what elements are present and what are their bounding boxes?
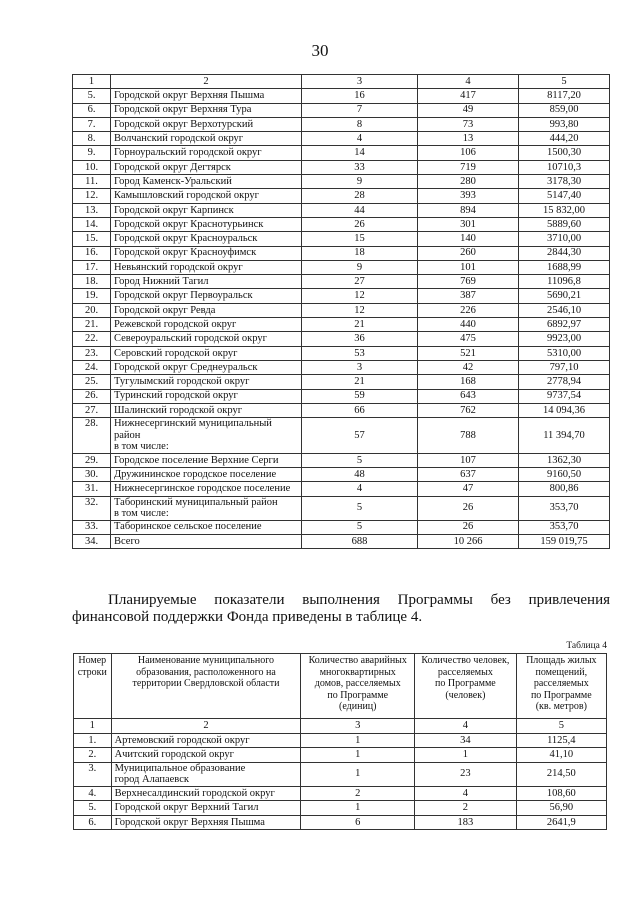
people-count: 101 [418, 260, 519, 274]
living-area: 5889,60 [519, 217, 610, 231]
houses-count: 5 [302, 520, 418, 534]
municipality-name: Всего [111, 534, 302, 548]
houses-count: 44 [302, 203, 418, 217]
houses-count: 2 [301, 786, 415, 801]
people-count: 13 [418, 132, 519, 146]
living-area: 5310,00 [519, 346, 610, 360]
municipality-name: Артемовский городской округ [111, 733, 301, 748]
table-row [73, 496, 610, 520]
living-area: 859,00 [519, 103, 610, 117]
municipality-name: Ачитский городской округ [111, 748, 301, 763]
municipality-name: Городской округ Среднеуральск [111, 360, 302, 374]
living-area: 1362,30 [519, 453, 610, 467]
living-area: 15 832,00 [519, 203, 610, 217]
paragraph-line-2: финансовой поддержки Фонда приведены в таблице 4. [72, 609, 423, 625]
living-area: 214,50 [516, 762, 606, 786]
living-area: 6892,97 [519, 318, 610, 332]
living-area: 9160,50 [519, 467, 610, 481]
people-count: 280 [418, 175, 519, 189]
houses-count: 28 [302, 189, 418, 203]
row-number: 26. [73, 389, 111, 403]
table-4 [73, 653, 607, 830]
table-body [74, 719, 607, 830]
row-number: 13. [73, 203, 111, 217]
column-number-row [73, 75, 610, 89]
table-row [73, 482, 610, 496]
municipality-name: Городской округ Дегтярск [111, 160, 302, 174]
people-count: 183 [415, 815, 517, 830]
living-area: 14 094,36 [519, 403, 610, 417]
table-row [73, 203, 610, 217]
municipality-name: Город Каменск-Уральский [111, 175, 302, 189]
header-row-number: Номер строки [74, 654, 112, 719]
table-row [73, 160, 610, 174]
houses-count: 18 [302, 246, 418, 260]
people-count: 260 [418, 246, 519, 260]
living-area: 444,20 [519, 132, 610, 146]
municipality-name: Режевской городской округ [111, 318, 302, 332]
living-area: 800,86 [519, 482, 610, 496]
row-number: 24. [73, 360, 111, 374]
living-area: 11096,8 [519, 275, 610, 289]
people-count: 417 [418, 89, 519, 103]
row-number: 21. [73, 318, 111, 332]
table-row [73, 346, 610, 360]
municipality-name: Городской округ Верхняя Тура [111, 103, 302, 117]
municipality-name: Городское поселение Верхние Серги [111, 453, 302, 467]
table-row [73, 375, 610, 389]
municipality-name: Камышловский городской округ [111, 189, 302, 203]
municipality-name: Городской округ Красноуральск [111, 232, 302, 246]
municipality-name: Таборинское сельское поселение [111, 520, 302, 534]
row-number: 2. [74, 748, 112, 763]
row-number: 18. [73, 275, 111, 289]
houses-count: 26 [302, 217, 418, 231]
living-area: 5147,40 [519, 189, 610, 203]
municipality-name: Городской округ Верхняя Пышма [111, 89, 302, 103]
houses-count: 14 [302, 146, 418, 160]
row-number: 17. [73, 260, 111, 274]
living-area: 1500,30 [519, 146, 610, 160]
houses-count: 12 [302, 289, 418, 303]
municipality-name: Городской округ Ревда [111, 303, 302, 317]
row-number: 28. [73, 418, 111, 454]
table-row [73, 389, 610, 403]
living-area: 353,70 [519, 496, 610, 520]
houses-count: 5 [302, 453, 418, 467]
row-number: 1. [74, 733, 112, 748]
table-row [73, 175, 610, 189]
living-area: 108,60 [516, 786, 606, 801]
table-row [74, 801, 607, 816]
living-area: 9923,00 [519, 332, 610, 346]
row-number: 34. [73, 534, 111, 548]
table-row [73, 217, 610, 231]
houses-count: 8 [302, 117, 418, 131]
houses-count: 9 [302, 260, 418, 274]
municipality-name: Городской округ Краснотурьинск [111, 217, 302, 231]
table-row [73, 403, 610, 417]
municipality-name: Таборинский муниципальный район в том числе: [111, 496, 302, 520]
municipality-name: Шалинский городской округ [111, 403, 302, 417]
table-row [73, 275, 610, 289]
houses-count: 48 [302, 467, 418, 481]
houses-count: 66 [302, 403, 418, 417]
table-row [73, 132, 610, 146]
table-row [73, 103, 610, 117]
people-count: 475 [418, 332, 519, 346]
houses-count: 4 [302, 132, 418, 146]
living-area: 5690,21 [519, 289, 610, 303]
table-caption: Таблица 4 [566, 641, 607, 651]
column-number: 2 [111, 719, 301, 734]
people-count: 301 [418, 217, 519, 231]
column-number: 1 [74, 719, 112, 734]
houses-count: 1 [301, 748, 415, 763]
table-row [73, 246, 610, 260]
column-number: 5 [519, 75, 610, 89]
table-row [73, 534, 610, 548]
people-count: 140 [418, 232, 519, 246]
municipality-name: Туринский городской округ [111, 389, 302, 403]
row-number: 5. [74, 801, 112, 816]
municipality-name: Североуральский городской округ [111, 332, 302, 346]
header-municipality-name: Наименование муниципального образования, расположенного на территории Свердловской области [111, 654, 301, 719]
table-row [73, 303, 610, 317]
living-area: 353,70 [519, 520, 610, 534]
municipality-name: Городской округ Красноуфимск [111, 246, 302, 260]
people-count: 49 [418, 103, 519, 117]
row-number: 15. [73, 232, 111, 246]
table-row [73, 453, 610, 467]
municipality-name: Муниципальное образование город Алапаевск [111, 762, 301, 786]
municipality-name: Волчанский городской округ [111, 132, 302, 146]
people-count: 26 [418, 520, 519, 534]
table-row [74, 815, 607, 830]
people-count: 2 [415, 801, 517, 816]
table-row [73, 232, 610, 246]
table-row [73, 332, 610, 346]
municipality-name: Городской округ Карпинск [111, 203, 302, 217]
row-number: 12. [73, 189, 111, 203]
row-number: 23. [73, 346, 111, 360]
people-count: 26 [418, 496, 519, 520]
living-area: 993,80 [519, 117, 610, 131]
houses-count: 7 [302, 103, 418, 117]
houses-count: 16 [302, 89, 418, 103]
houses-count: 3 [302, 360, 418, 374]
row-number: 5. [73, 89, 111, 103]
municipality-name: Нижнесергинский муниципальный район в том числе: [111, 418, 302, 454]
people-count: 10 266 [418, 534, 519, 548]
table-row [73, 520, 610, 534]
living-area: 2641,9 [516, 815, 606, 830]
row-number: 30. [73, 467, 111, 481]
living-area: 9737,54 [519, 389, 610, 403]
table-row [74, 786, 607, 801]
table-row [73, 360, 610, 374]
living-area: 1688,99 [519, 260, 610, 274]
people-count: 637 [418, 467, 519, 481]
living-area: 1125,4 [516, 733, 606, 748]
people-count: 73 [418, 117, 519, 131]
people-count: 107 [418, 453, 519, 467]
houses-count: 33 [302, 160, 418, 174]
row-number: 27. [73, 403, 111, 417]
header-people-count: Количество человек, расселяемых по Программе (человек) [415, 654, 517, 719]
living-area: 2778,94 [519, 375, 610, 389]
living-area: 159 019,75 [519, 534, 610, 548]
table-row [73, 117, 610, 131]
table-row [73, 89, 610, 103]
people-count: 440 [418, 318, 519, 332]
row-number: 25. [73, 375, 111, 389]
municipality-name: Городской округ Первоуральск [111, 289, 302, 303]
column-number: 3 [302, 75, 418, 89]
living-area: 41,10 [516, 748, 606, 763]
table-body [73, 75, 610, 549]
people-count: 788 [418, 418, 519, 454]
table-3-continued [72, 74, 610, 549]
houses-count: 12 [302, 303, 418, 317]
houses-count: 57 [302, 418, 418, 454]
people-count: 643 [418, 389, 519, 403]
houses-count: 53 [302, 346, 418, 360]
people-count: 226 [418, 303, 519, 317]
people-count: 393 [418, 189, 519, 203]
table-row [74, 733, 607, 748]
living-area: 56,90 [516, 801, 606, 816]
table-row [73, 146, 610, 160]
column-number: 5 [516, 719, 606, 734]
row-number: 11. [73, 175, 111, 189]
column-number: 1 [73, 75, 111, 89]
table-row [73, 289, 610, 303]
people-count: 719 [418, 160, 519, 174]
houses-count: 1 [301, 801, 415, 816]
people-count: 34 [415, 733, 517, 748]
table-row [73, 189, 610, 203]
municipality-name: Верхнесалдинский городской округ [111, 786, 301, 801]
table-row [73, 260, 610, 274]
municipality-name: Городской округ Верхний Тагил [111, 801, 301, 816]
body-paragraph [72, 592, 610, 626]
living-area: 2546,10 [519, 303, 610, 317]
houses-count: 5 [302, 496, 418, 520]
houses-count: 9 [302, 175, 418, 189]
row-number: 6. [74, 815, 112, 830]
column-number: 4 [418, 75, 519, 89]
people-count: 47 [418, 482, 519, 496]
header-row [74, 654, 607, 719]
people-count: 106 [418, 146, 519, 160]
row-number: 3. [74, 762, 112, 786]
people-count: 23 [415, 762, 517, 786]
living-area: 3178,30 [519, 175, 610, 189]
row-number: 22. [73, 332, 111, 346]
people-count: 769 [418, 275, 519, 289]
column-number-row [74, 719, 607, 734]
people-count: 168 [418, 375, 519, 389]
municipality-name: Горноуральский городской округ [111, 146, 302, 160]
people-count: 521 [418, 346, 519, 360]
houses-count: 1 [301, 762, 415, 786]
people-count: 1 [415, 748, 517, 763]
row-number: 33. [73, 520, 111, 534]
municipality-name: Серовский городской округ [111, 346, 302, 360]
row-number: 32. [73, 496, 111, 520]
table-row [74, 762, 607, 786]
column-number: 4 [415, 719, 517, 734]
column-number: 2 [111, 75, 302, 89]
row-number: 20. [73, 303, 111, 317]
row-number: 10. [73, 160, 111, 174]
municipality-name: Дружининское городское поселение [111, 467, 302, 481]
table-row [73, 318, 610, 332]
municipality-name: Нижнесергинское городское поселение [111, 482, 302, 496]
municipality-name: Город Нижний Тагил [111, 275, 302, 289]
row-number: 7. [73, 117, 111, 131]
living-area: 797,10 [519, 360, 610, 374]
row-number: 4. [74, 786, 112, 801]
header-living-area: Площадь жилых помещений, расселяемых по Программе (кв. метров) [516, 654, 606, 719]
row-number: 31. [73, 482, 111, 496]
houses-count: 21 [302, 318, 418, 332]
row-number: 8. [73, 132, 111, 146]
header-houses-count: Количество аварийных многоквартирных домов, расселяемых по Программе (единиц) [301, 654, 415, 719]
row-number: 29. [73, 453, 111, 467]
row-number: 19. [73, 289, 111, 303]
houses-count: 1 [301, 733, 415, 748]
municipality-name: Городской округ Верхотурский [111, 117, 302, 131]
living-area: 2844,30 [519, 246, 610, 260]
people-count: 42 [418, 360, 519, 374]
table-row [73, 418, 610, 454]
houses-count: 27 [302, 275, 418, 289]
people-count: 387 [418, 289, 519, 303]
row-number: 6. [73, 103, 111, 117]
houses-count: 36 [302, 332, 418, 346]
row-number: 14. [73, 217, 111, 231]
living-area: 8117,20 [519, 89, 610, 103]
living-area: 3710,00 [519, 232, 610, 246]
column-number: 3 [301, 719, 415, 734]
paragraph-line-1: Планируемые показатели выполнения Программы без привлечения [108, 592, 610, 608]
houses-count: 4 [302, 482, 418, 496]
houses-count: 6 [301, 815, 415, 830]
people-count: 894 [418, 203, 519, 217]
row-number: 9. [73, 146, 111, 160]
houses-count: 688 [302, 534, 418, 548]
table-row [74, 748, 607, 763]
row-number: 16. [73, 246, 111, 260]
houses-count: 15 [302, 232, 418, 246]
municipality-name: Тугулымский городской округ [111, 375, 302, 389]
houses-count: 21 [302, 375, 418, 389]
living-area: 10710,3 [519, 160, 610, 174]
houses-count: 59 [302, 389, 418, 403]
municipality-name: Невьянский городской округ [111, 260, 302, 274]
people-count: 4 [415, 786, 517, 801]
table-row [73, 467, 610, 481]
living-area: 11 394,70 [519, 418, 610, 454]
page-number: 30 [311, 41, 329, 60]
people-count: 762 [418, 403, 519, 417]
municipality-name: Городской округ Верхняя Пышма [111, 815, 301, 830]
